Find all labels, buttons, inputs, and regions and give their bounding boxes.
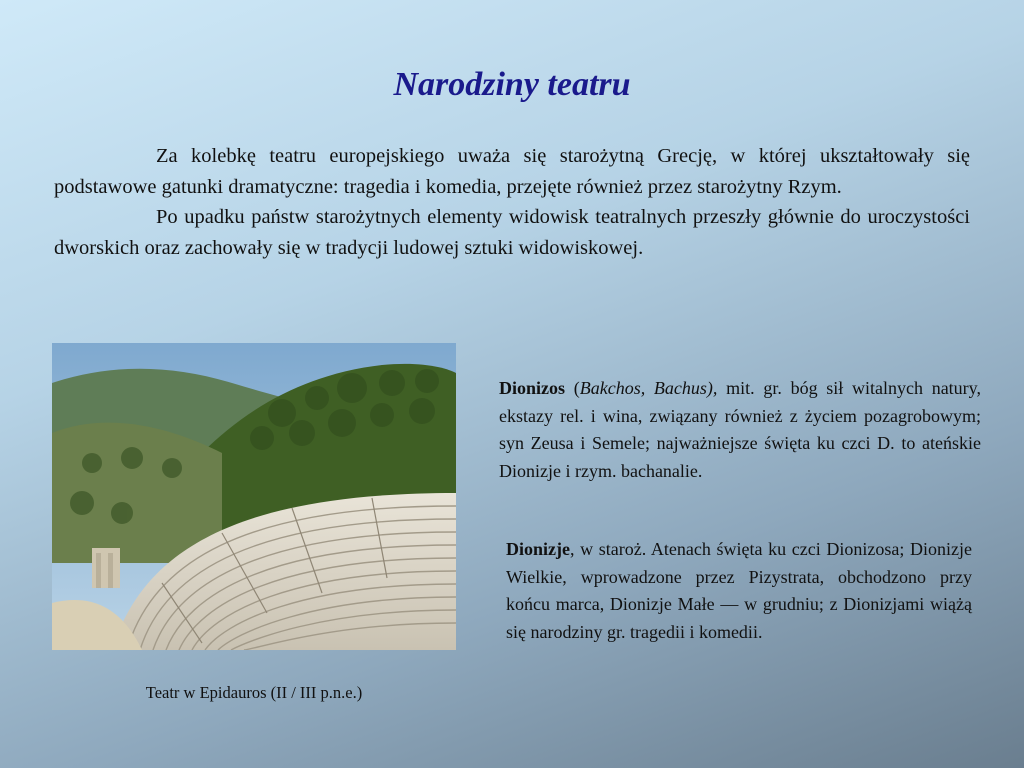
intro-paragraph-1: Za kolebkę teatru europejskiego uważa się starożytną Grecję, w której ukształtowały się podstawowe gatunki dramatyczne: tragedia i komedia, przejęte również przez starożytny Rzym. (54, 145, 970, 198)
slide-title: Narodziny teatru (393, 66, 631, 103)
photo-caption: Teatr w Epidauros (II / III p.n.e.) (145, 683, 363, 702)
dionizje-text: , w staroż. Atenach święta ku czci Dionizosa; Dionizje Wielkie, wprowadzone przez Pizystrata, obchodzono przy końcu marca, Dionizje Małe — w grudniu; z Dionizjami wiążą się narodziny gr. tragedii i komedii. (506, 539, 972, 642)
dionizos-text: mit. gr. bóg sił witalnych natury, ekstazy rel. i wina, związany również z życiem pozagrobowym; syn Zeusa i Semele; najważniejsze święta ku czci D. to ateńskie Dionizje i rzym. bachanalie. (499, 378, 982, 481)
dionizos-aliases: Bakchos, Bachus), (579, 378, 718, 398)
dionizos-open-paren: ( (565, 378, 580, 398)
dionizos-term: Dionizos (499, 378, 566, 398)
dionizje-definition (506, 536, 972, 646)
intro-text (54, 141, 970, 263)
dionizos-definition (499, 375, 981, 485)
intro-paragraph-2: Po upadku państw starożytnych elementy widowisk teatralnych przeszły głównie do uroczystości dworskich oraz zachowały się w tradycji ludowej sztuki widowiskowej. (54, 206, 970, 259)
epidaurus-theatre-photo (52, 343, 456, 650)
dionizje-term: Dionizje (506, 539, 570, 559)
epidaurus-theatre-image (52, 343, 456, 650)
